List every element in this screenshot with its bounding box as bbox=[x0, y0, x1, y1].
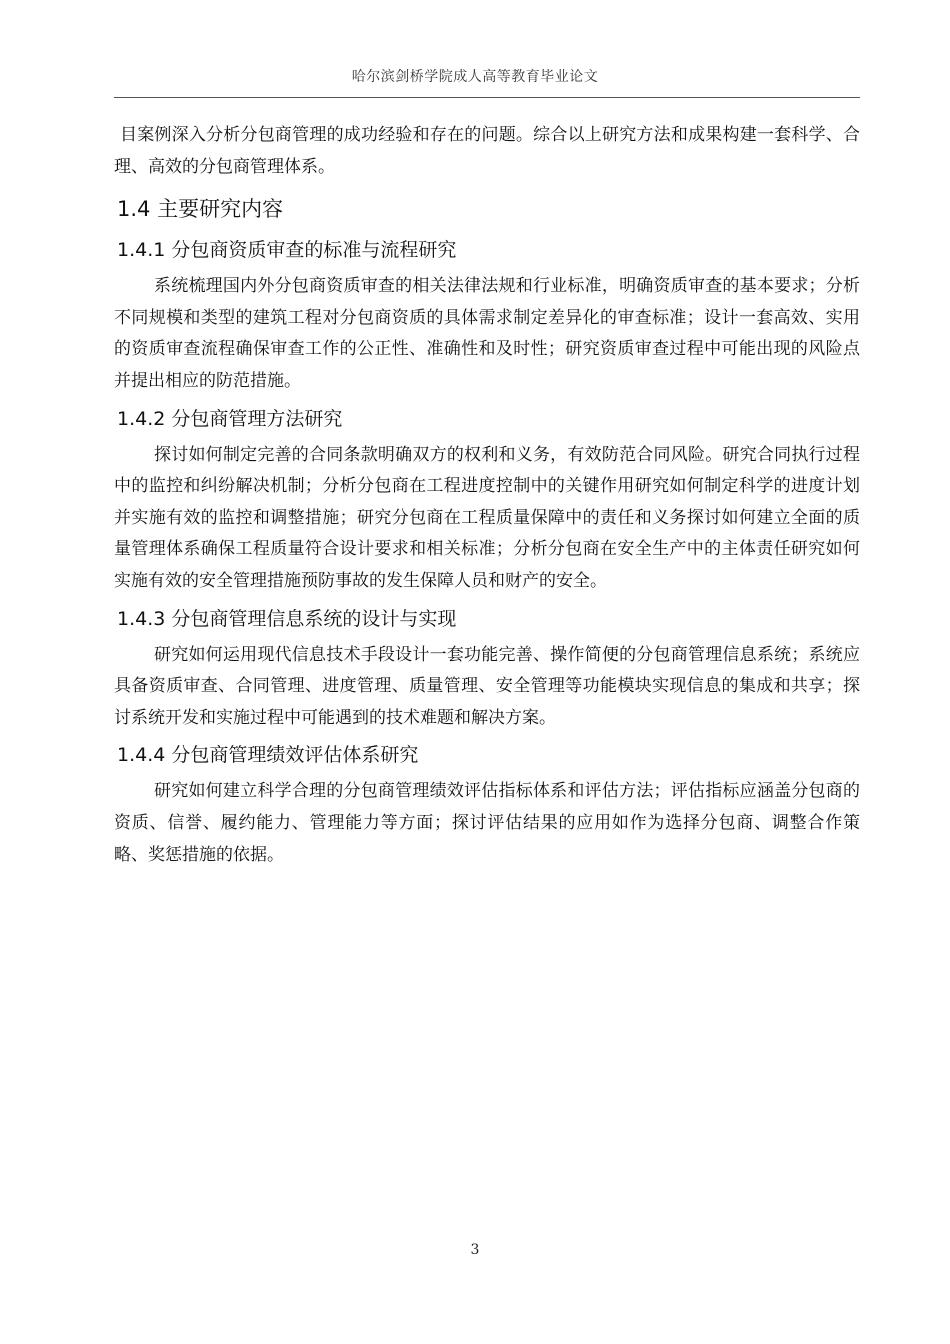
page-number: 3 bbox=[470, 1242, 480, 1258]
subsection-heading-1-4-3: 1.4.3 分包商管理信息系统的设计与实现 bbox=[117, 607, 457, 630]
subsection-paragraph-1-4-4: 研究如何建立科学合理的分包商管理绩效评估指标体系和评估方法；评估指标应涵盖分包商的资质、信誉、履约能力、管理能力等方面；探讨评估结果的应用如作为选择分包商、调整合作策略、奖惩措施的依据。 bbox=[114, 781, 860, 865]
intro-paragraph: 目案例深入分析分包商管理的成功经验和存在的问题。综合以上研究方法和成果构建一套科学、合理、高效的分包商管理体系。 bbox=[114, 125, 860, 177]
page-body bbox=[114, 120, 860, 871]
section-heading: 1.4 主要研究内容 bbox=[117, 197, 284, 222]
subsection-heading-1-4-1: 1.4.1 分包商资质审查的标准与流程研究 bbox=[117, 239, 457, 262]
header-divider bbox=[114, 97, 860, 98]
subsection-paragraph-1-4-2: 探讨如何制定完善的合同条款明确双方的权利和义务，有效防范合同风险。研究合同执行过程中的监控和纠纷解决机制；分析分包商在工程进度控制中的关键作用研究如何制定科学的进度计划并实施有效的监控和调整措施；研究分包商在工程质量保障中的责任和义务探讨如何建立全面的质量管理体系确保工程质量符合设计要求和相关标准；分析分包商在安全生产中的主体责任研究如何实施有效的安全管理措施预防事故的发生保障人员和财产的安全。 bbox=[114, 444, 860, 591]
running-header: 哈尔滨剑桥学院成人高等教育毕业论文 bbox=[351, 69, 599, 85]
subsection-paragraph-1-4-1: 系统梳理国内外分包商资质审查的相关法律法规和行业标准，明确资质审查的基本要求；分析不同规模和类型的建筑工程对分包商资质的具体需求制定差异化的审查标准；设计一套高效、实用的资质审查流程确保审查工作的公正性、准确性和及时性；研究资质审查过程中可能出现的风险点并提出相应的防范措施。 bbox=[114, 276, 860, 391]
subsection-heading-1-4-4: 1.4.4 分包商管理绩效评估体系研究 bbox=[117, 744, 419, 767]
subsection-paragraph-1-4-3: 研究如何运用现代信息技术手段设计一套功能完善、操作简便的分包商管理信息系统；系统应具备资质审查、合同管理、进度管理、质量管理、安全管理等功能模块实现信息的集成和共享；探讨系统开发和实施过程中可能遇到的技术难题和解决方案。 bbox=[114, 644, 860, 728]
subsection-heading-1-4-2: 1.4.2 分包商管理方法研究 bbox=[117, 407, 343, 430]
